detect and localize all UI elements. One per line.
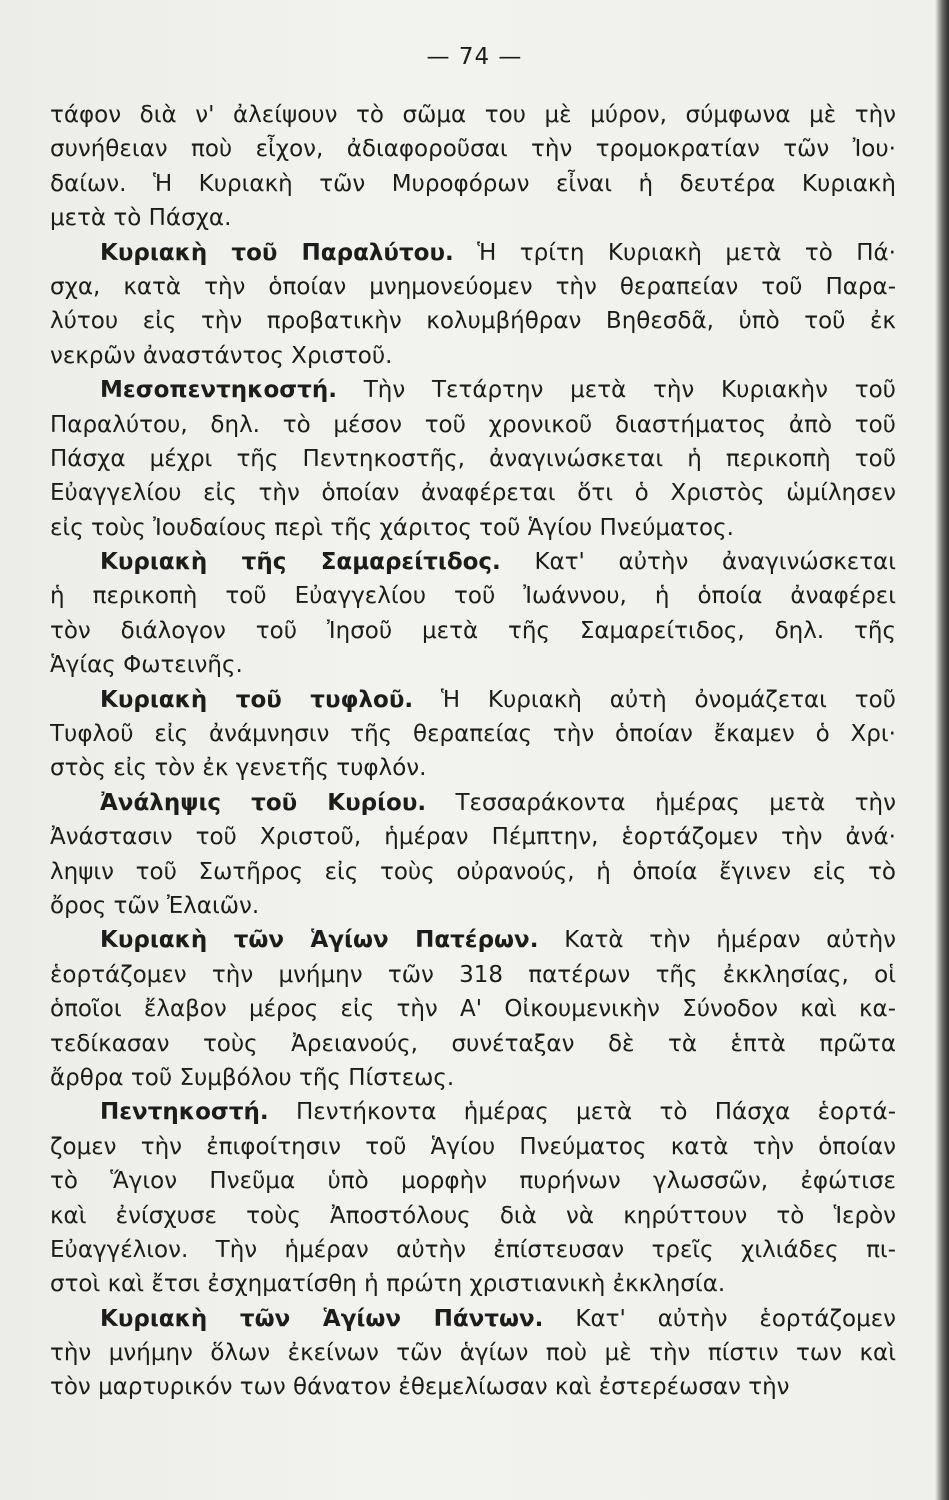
text-line <box>50 717 896 751</box>
body-text <box>50 98 896 1405</box>
line-text: Παραλύτου, δηλ. τὸ μέσον τοῦ χρονικοῦ διαστήματος ἀπὸ τοῦ <box>50 411 896 438</box>
line-text: νεκρῶν ἀναστάντος Χριστοῦ. <box>50 342 393 369</box>
line-text: μετὰ τὸ Πάσχα. <box>50 205 232 232</box>
text-line <box>50 201 896 235</box>
paragraph <box>50 545 896 683</box>
text-line <box>50 1302 896 1336</box>
section-heading: Ἀνάληψις τοῦ Κυρίου. <box>100 789 427 816</box>
text-line <box>50 889 896 923</box>
line-text: ἑορτάζομεν τὴν μνήμην τῶν 318 πατέρων τῆς ἐκκλησίας, οἱ <box>50 961 896 988</box>
line-text: Ἁγίας Φωτεινῆς. <box>50 652 243 679</box>
text-line <box>50 1130 896 1164</box>
paragraph <box>50 1302 896 1405</box>
line-text: Ἡ Κυριακὴ αὐτὴ ὀνομάζεται τοῦ <box>413 686 896 713</box>
section-heading: Μεσοπεντηκοστή. <box>100 377 337 404</box>
text-line <box>50 408 896 442</box>
section-heading: Κυριακὴ τοῦ τυφλοῦ. <box>100 686 414 713</box>
text-line <box>50 373 896 407</box>
line-text: καὶ ἐνίσχυσε τοὺς Ἀποστόλους διὰ νὰ κηρύττουν τὸ Ἱερὸν <box>50 1202 896 1229</box>
text-line <box>50 339 896 373</box>
line-text: ὄρος τῶν Ἐλαιῶν. <box>50 892 260 919</box>
line-text: εἰς τοὺς Ἰουδαίους περὶ τῆς χάριτος τοῦ Ἁγίου Πνεύματος. <box>50 514 734 541</box>
line-text: τεδίκασαν τοὺς Ἀρειανούς, συνέταξαν δὲ τὰ ἑπτὰ πρῶτα <box>50 1030 896 1057</box>
line-text: ὁποῖοι ἔλαβον μέρος εἰς τὴν Α' Οἰκουμενικὴν Σύνοδον καὶ κα- <box>50 996 896 1023</box>
text-line <box>50 1370 896 1404</box>
line-text: Εὐαγγέλιον. Τὴν ἡμέραν αὐτὴν ἐπίστευσαν τρεῖς χιλιάδες πι- <box>50 1236 896 1263</box>
line-text: ἄρθρα τοῦ Συμβόλου τῆς Πίστεως. <box>50 1064 455 1091</box>
line-text: Πάσχα μέχρι τῆς Πεντηκοστῆς, ἀναγινώσκεται ἡ περικοπὴ τοῦ <box>50 445 896 472</box>
text-line <box>50 820 896 854</box>
line-text: Ἀνάστασιν τοῦ Χριστοῦ, ἡμέραν Πέμπτην, ἑορτάζομεν τὴν ἀνά· <box>50 824 896 851</box>
line-text: συνήθειαν ποὺ εἶχον, ἀδιαφοροῦσαι τὴν τρομοκρατίαν τῶν Ἰου· <box>50 136 896 163</box>
line-text: ἡ περικοπὴ τοῦ Εὐαγγελίου τοῦ Ἰωάννου, ἡ ὁποία ἀναφέρει <box>50 583 896 610</box>
line-text: τὸν μαρτυρικόν των θάνατον ἐθεμελίωσαν καὶ ἐστερέωσαν τὴν <box>50 1374 790 1401</box>
paragraph <box>50 98 896 236</box>
text-line <box>50 270 896 304</box>
paragraph <box>50 1095 896 1301</box>
line-text: ζομεν τὴν ἐπιφοίτησιν τοῦ Ἁγίου Πνεύματος κατὰ τὴν ὁποίαν <box>50 1133 896 1160</box>
text-line <box>50 1095 896 1129</box>
line-text: στοὶ καὶ ἔτσι ἐσχηματίσθη ἡ πρώτη χριστιανικὴ ἐκκλησία. <box>50 1271 726 1298</box>
line-text: τὸν διάλογον τοῦ Ἰησοῦ μετὰ τῆς Σαμαρείτιδος, δηλ. τῆς <box>50 617 896 644</box>
text-line <box>50 476 896 510</box>
line-text: σχα, κατὰ τὴν ὁποίαν μνημονεύομεν τὴν θεραπείαν τοῦ Παρα- <box>50 273 896 300</box>
paragraph <box>50 683 896 786</box>
text-line <box>50 132 896 166</box>
line-text: τὴν μνήμην ὅλων ἐκείνων τῶν ἁγίων ποὺ μὲ τὴν πίστιν των καὶ <box>50 1340 896 1367</box>
text-line <box>50 98 896 132</box>
paragraph <box>50 923 896 1095</box>
line-text: Ἡ τρίτη Κυριακὴ μετὰ τὸ Πά· <box>453 239 896 266</box>
section-heading: Κυριακὴ τῶν Ἁγίων Πάντων. <box>100 1305 544 1332</box>
text-line <box>50 579 896 613</box>
text-line <box>50 1061 896 1095</box>
text-line <box>50 614 896 648</box>
text-line <box>50 683 896 717</box>
text-line <box>50 992 896 1026</box>
text-line <box>50 304 896 338</box>
text-line <box>50 1233 896 1267</box>
line-text: δαίων. Ἡ Κυριακὴ τῶν Μυροφόρων εἶναι ἡ δευτέρα Κυριακὴ <box>50 170 896 197</box>
line-text: Κατ' αὐτὴν ἑορτάζομεν <box>543 1305 896 1332</box>
line-text: Τεσσαράκοντα ἡμέρας μετὰ τὴν <box>426 789 896 816</box>
line-text: Τυφλοῦ εἰς ἀνάμνησιν τῆς θεραπείας τὴν ὁποίαν ἔκαμεν ὁ Χρι· <box>50 721 896 748</box>
text-line <box>50 511 896 545</box>
paragraph <box>50 786 896 924</box>
line-text: Εὐαγγελίου εἰς τὴν ὁποίαν ἀναφέρεται ὅτι ὁ Χριστὸς ὡμίλησεν <box>50 480 896 507</box>
section-heading: Κυριακὴ τῆς Σαμαρείτιδος. <box>100 549 501 576</box>
section-heading: Κυριακὴ τοῦ Παραλύτου. <box>100 239 454 266</box>
line-text: στὸς εἰς τὸν ἐκ γενετῆς τυφλόν. <box>50 755 427 782</box>
line-text: ληψιν τοῦ Σωτῆρος εἰς τοὺς οὐρανούς, ἡ ὁποία ἔγινεν εἰς τὸ <box>50 858 896 885</box>
line-text: λύτου εἰς τὴν προβατικὴν κολυμβήθραν Βηθεσδᾶ, ὑπὸ τοῦ ἐκ <box>50 308 896 335</box>
text-line <box>50 1164 896 1198</box>
paragraph <box>50 373 896 545</box>
text-line <box>50 545 896 579</box>
text-line <box>50 236 896 270</box>
text-line <box>50 786 896 820</box>
line-text: Τὴν Τετάρτην μετὰ τὴν Κυριακὴν τοῦ <box>336 377 896 404</box>
text-line <box>50 1027 896 1061</box>
text-line <box>50 167 896 201</box>
paragraph <box>50 236 896 374</box>
text-line <box>50 923 896 957</box>
line-text: Πεντήκοντα ἡμέρας μετὰ τὸ Πάσχα ἑορτά- <box>268 1099 896 1126</box>
line-text: τὸ Ἅγιον Πνεῦμα ὑπὸ μορφὴν πυρήνων γλωσσῶν, ἐφώτισε <box>50 1168 896 1195</box>
text-line <box>50 1199 896 1233</box>
text-line <box>50 442 896 476</box>
line-text: τάφον διὰ ν' ἀλείψουν τὸ σῶμα του μὲ μύρον, σύμφωνα μὲ τὴν <box>50 102 896 128</box>
section-heading: Πεντηκοστή. <box>100 1099 269 1126</box>
line-text: Κατὰ τὴν ἡμέραν αὐτὴν <box>538 927 896 954</box>
text-line <box>50 1267 896 1301</box>
section-heading: Κυριακὴ τῶν Ἁγίων Πατέρων. <box>100 927 539 954</box>
page-edge-shadow <box>935 0 949 1500</box>
text-line <box>50 648 896 682</box>
text-line <box>50 855 896 889</box>
line-text: Κατ' αὐτὴν ἀναγινώσκεται <box>500 549 896 576</box>
text-line <box>50 1336 896 1370</box>
page-number: — 74 — <box>426 44 523 70</box>
text-line <box>50 751 896 785</box>
text-line <box>50 958 896 992</box>
